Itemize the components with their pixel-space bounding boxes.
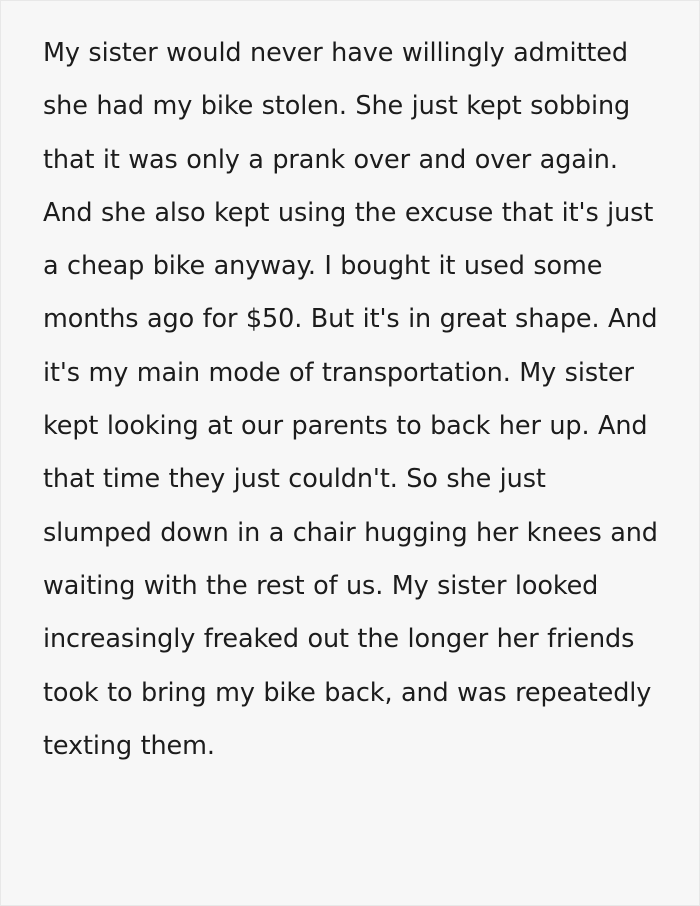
- text-block: [1, 1, 699, 793]
- story-paragraph: My sister would never have willingly admitted she had my bike stolen. She just kept sobbing that it was only a prank over and over again. And she also kept using the excuse that it's just a cheap bike anyway. I bought it used some months ago for $50. But it's in great shape. And it's my main mode of transportation. My sister kept looking at our parents to back her up. And that time they just couldn't. So she just slumped down in a chair hugging her knees and waiting with the rest of us. My sister looked increasingly freaked out the longer her friends took to bring my bike back, and was repeatedly texting them.: [43, 38, 667, 761]
